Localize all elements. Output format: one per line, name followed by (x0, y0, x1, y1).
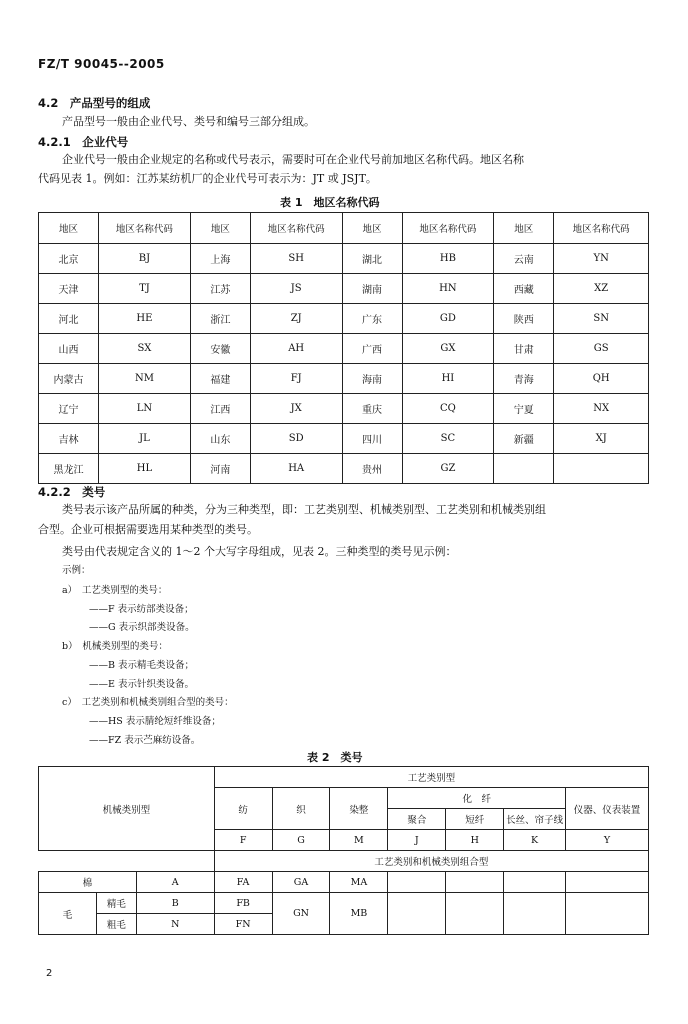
region-name: 北京 (39, 244, 99, 274)
region-code: SX (99, 334, 191, 364)
instrument-label: 仪器、仪表装置 (566, 788, 649, 830)
chemical-fiber-label: 化 纤 (388, 788, 566, 809)
craft-code: H (446, 830, 504, 851)
region-code: TJ (99, 274, 191, 304)
combo-code: GA (272, 872, 330, 893)
mechanical-type-label: 机械类别型 (39, 767, 215, 851)
region-name: 黑龙江 (39, 454, 99, 484)
table-row (39, 424, 649, 454)
fine-wool-label: 精毛 (96, 893, 136, 914)
staple-fiber-label: 短纤 (446, 809, 504, 830)
example-a2: ——G 表示织部类设备。 (89, 622, 195, 633)
example-a1: ——F 表示纺部类设备； (89, 604, 194, 615)
section-4-2-1-line2: 代码见表 1。例如：江苏某纺机厂的企业代号可表示为：JT 或 JSJT。 (38, 172, 377, 185)
region-code: XJ (554, 424, 649, 454)
region-name: 重庆 (342, 394, 402, 424)
example-a: a） 工艺类别型的类号： (62, 585, 168, 596)
page-number: 2 (46, 968, 53, 979)
region-name: 四川 (342, 424, 402, 454)
coarse-wool-label: 粗毛 (96, 914, 136, 935)
polymerization-label: 聚合 (388, 809, 446, 830)
table-row (39, 274, 649, 304)
region-name: 新疆 (494, 424, 554, 454)
craft-code: F (214, 830, 272, 851)
region-name: 江苏 (190, 274, 250, 304)
region-name: 江西 (190, 394, 250, 424)
region-code: QH (554, 364, 649, 394)
region-code: AH (250, 334, 342, 364)
table1-header-cell: 地区 (494, 213, 554, 244)
region-code: GS (554, 334, 649, 364)
region-code: HA (250, 454, 342, 484)
class-code-table (38, 766, 649, 935)
region-name: 辽宁 (39, 394, 99, 424)
section-4-2-1-line1: 企业代号一般由企业规定的名称或代号表示，需要时可在企业代号前加地区名称代码。地区名称 (62, 153, 524, 166)
combo-code: FA (214, 872, 272, 893)
fine-wool-code: B (136, 893, 214, 914)
table1-header-cell: 地区名称代码 (554, 213, 649, 244)
region-code: HN (402, 274, 494, 304)
filament-label: 长丝、帘子线 (504, 809, 566, 830)
region-name (494, 454, 554, 484)
region-code: GD (402, 304, 494, 334)
standard-number: FZ/T 90045--2005 (38, 57, 165, 71)
region-name: 西藏 (494, 274, 554, 304)
example-b1: ——B 表示精毛类设备； (89, 660, 195, 671)
region-code: GZ (402, 454, 494, 484)
example-c: c） 工艺类别和机械类别组合型的类号： (62, 697, 234, 708)
example-label: 示例： (62, 565, 91, 576)
region-code: CQ (402, 394, 494, 424)
craft-code: J (388, 830, 446, 851)
section-4-2-2-line1: 类号表示该产品所属的种类，分为三种类型，即：工艺类别型、机械类别型、工艺类别和机械类别组 (62, 503, 546, 516)
region-name: 广西 (342, 334, 402, 364)
example-c2: ——FZ 表示苎麻纺设备。 (89, 735, 201, 746)
region-code: JX (250, 394, 342, 424)
region-name: 山东 (190, 424, 250, 454)
region-code: HL (99, 454, 191, 484)
region-code: NX (554, 394, 649, 424)
region-name: 云南 (494, 244, 554, 274)
cotton-code: A (136, 872, 214, 893)
region-name: 上海 (190, 244, 250, 274)
region-name: 广东 (342, 304, 402, 334)
region-name: 浙江 (190, 304, 250, 334)
region-code: HB (402, 244, 494, 274)
table1-header-cell: 地区 (190, 213, 250, 244)
craft-type-label: 工艺类别型 (214, 767, 648, 788)
combo-code: FN (214, 914, 272, 935)
table1-header-row (39, 213, 649, 244)
table-row (39, 304, 649, 334)
craft-code: G (272, 830, 330, 851)
spinning-label: 纺 (214, 788, 272, 830)
weaving-label: 织 (272, 788, 330, 830)
coarse-wool-code: N (136, 914, 214, 935)
table-row (39, 872, 649, 893)
region-code: YN (554, 244, 649, 274)
region-code: SH (250, 244, 342, 274)
region-name: 陕西 (494, 304, 554, 334)
region-name: 青海 (494, 364, 554, 394)
table-row (39, 334, 649, 364)
region-code: BJ (99, 244, 191, 274)
table1-header-cell: 地区 (342, 213, 402, 244)
region-code: GX (402, 334, 494, 364)
region-code: NM (99, 364, 191, 394)
table-row (39, 851, 649, 872)
region-name: 宁夏 (494, 394, 554, 424)
table1-header-cell: 地区名称代码 (250, 213, 342, 244)
combo-code: MB (330, 893, 388, 935)
region-code: SN (554, 304, 649, 334)
section-4-2-text: 产品型号一般由企业代号、类号和编号三部分组成。 (62, 115, 315, 128)
combo-code: FB (214, 893, 272, 914)
cotton-label: 棉 (39, 872, 137, 893)
region-name: 山西 (39, 334, 99, 364)
region-name: 吉林 (39, 424, 99, 454)
region-code: FJ (250, 364, 342, 394)
section-4-2-heading: 4.2 产品型号的组成 (38, 96, 151, 110)
region-code: SC (402, 424, 494, 454)
region-name: 湖南 (342, 274, 402, 304)
example-c1: ——HS 表示腈纶短纤维设备； (89, 716, 221, 727)
example-b: b） 机械类别型的类号： (62, 641, 168, 652)
region-name: 天津 (39, 274, 99, 304)
dyeing-label: 染整 (330, 788, 388, 830)
region-code: ZJ (250, 304, 342, 334)
table-row (39, 394, 649, 424)
table-row (39, 454, 649, 484)
table1-caption: 表 1 地区名称代码 (280, 196, 380, 209)
table-row (39, 767, 649, 788)
table1-header-cell: 地区名称代码 (402, 213, 494, 244)
craft-code: Y (566, 830, 649, 851)
table-row (39, 364, 649, 394)
craft-code: K (504, 830, 566, 851)
region-code: HI (402, 364, 494, 394)
section-4-2-1-heading: 4.2.1 企业代号 (38, 135, 129, 149)
region-code: SD (250, 424, 342, 454)
region-name: 河北 (39, 304, 99, 334)
combo-code: GN (272, 893, 330, 935)
region-name: 内蒙古 (39, 364, 99, 394)
region-name: 贵州 (342, 454, 402, 484)
region-name: 河南 (190, 454, 250, 484)
section-4-2-2-heading: 4.2.2 类号 (38, 485, 106, 499)
example-b2: ——E 表示针织类设备。 (89, 679, 194, 690)
table-row (39, 244, 649, 274)
region-code: JS (250, 274, 342, 304)
combination-type-label: 工艺类别和机械类别组合型 (214, 851, 648, 872)
region-code: JL (99, 424, 191, 454)
table1-header-cell: 地区名称代码 (99, 213, 191, 244)
region-name: 安徽 (190, 334, 250, 364)
craft-code: M (330, 830, 388, 851)
table2-caption: 表 2 类号 (307, 751, 363, 764)
section-4-2-2-line3: 类号由代表规定含义的 1～2 个大写字母组成，见表 2。三种类型的类号见示例： (62, 545, 457, 558)
region-code: HE (99, 304, 191, 334)
region-code: LN (99, 394, 191, 424)
region-name: 海南 (342, 364, 402, 394)
wool-label: 毛 (39, 893, 97, 935)
table1-header-cell: 地区 (39, 213, 99, 244)
region-code (554, 454, 649, 484)
region-name: 福建 (190, 364, 250, 394)
section-4-2-2-line2: 合型。企业可根据需要选用某种类型的类号。 (38, 523, 258, 536)
region-code: XZ (554, 274, 649, 304)
combo-code: MA (330, 872, 388, 893)
region-code-table (38, 212, 649, 484)
region-name: 湖北 (342, 244, 402, 274)
table-row (39, 893, 649, 914)
region-name: 甘肃 (494, 334, 554, 364)
